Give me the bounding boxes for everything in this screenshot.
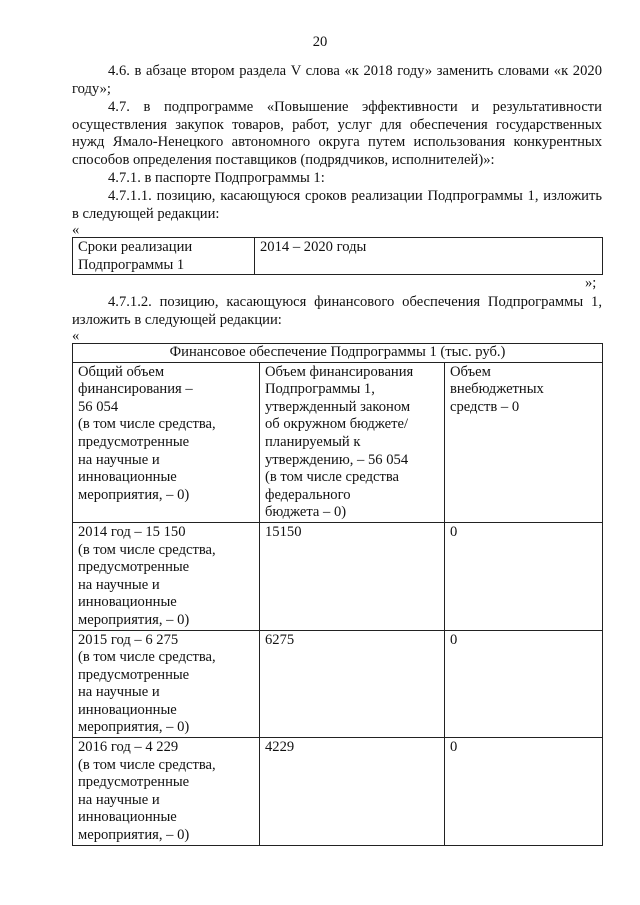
header-extrabudget-line: Объем — [450, 363, 491, 380]
year-total-line: мероприятия, – 0) — [78, 719, 190, 736]
term-value-cell: 2014 – 2020 годы — [255, 238, 603, 275]
financing-table — [72, 343, 603, 846]
header-total-line: предусмотренные — [78, 433, 190, 450]
paragraph-4-7: 4.7. в подпрограмме «Повышение эффективности и результативности осуществления закупок товаров, работ, услуг для обеспечения государственных нужд Ямало-Ненецкого автономного округа путем использования конкурентных способов определения поставщиков (подрядчиков, исполнителей)»: — [72, 99, 602, 168]
header-budget-line: об окружном бюджете/ — [265, 416, 409, 433]
header-budget-line: утверждению, – 56 054 — [265, 451, 409, 468]
header-total-line: Общий объем — [78, 363, 165, 380]
close-quote: »; — [585, 275, 597, 291]
header-budget-line: планируемый к — [265, 433, 361, 450]
term-label-cell — [73, 238, 255, 275]
year-extrabudget-cell: 0 — [445, 738, 603, 846]
financing-year-row — [73, 630, 603, 738]
financing-year-row — [73, 738, 603, 846]
header-extrabudget-cell — [445, 362, 603, 522]
term-label-line: Сроки реализации — [78, 239, 193, 255]
header-total-line: финансирования – — [78, 381, 193, 398]
paragraph-4-6: 4.6. в абзаце втором раздела V слова «к 2018 году» заменить словами «к 2020 году»; — [72, 63, 602, 97]
year-total-line: 2014 год – 15 150 — [78, 523, 186, 540]
header-budget-line: бюджета – 0) — [265, 504, 347, 521]
year-total-cell — [73, 738, 260, 846]
header-extrabudget-line: средств – 0 — [450, 398, 520, 415]
financing-caption-row — [73, 344, 603, 363]
open-quote: « — [72, 222, 80, 238]
year-total-line: (в том числе средства, — [78, 541, 216, 558]
term-row — [73, 238, 603, 275]
header-total-line: мероприятия, – 0) — [78, 486, 190, 503]
header-total-line: 56 054 — [78, 398, 119, 415]
year-total-line: мероприятия, – 0) — [78, 827, 190, 844]
header-total-cell — [73, 362, 260, 522]
header-extrabudget-line: внебюджетных — [450, 381, 544, 398]
year-budget-cell: 6275 — [260, 630, 445, 738]
header-budget-line: (в том числе средства — [265, 469, 400, 486]
year-total-cell — [73, 630, 260, 738]
year-total-line: (в том числе средства, — [78, 756, 216, 773]
year-total-line: предусмотренные — [78, 774, 190, 791]
paragraph-4-7-1-2: 4.7.1.2. позицию, касающуюся финансового обеспечения Подпрограммы 1, изложить в следующей редакции: — [72, 294, 602, 328]
open-quote-2: « — [72, 328, 80, 344]
header-budget-line: Объем финансирования — [265, 363, 414, 380]
header-total-line: инновационные — [78, 469, 177, 486]
year-extrabudget-cell: 0 — [445, 522, 603, 630]
header-budget-cell — [260, 362, 445, 522]
year-budget-cell: 15150 — [260, 522, 445, 630]
header-total-line: (в том числе средства, — [78, 416, 216, 433]
year-total-line: на научные и — [78, 576, 160, 593]
header-budget-line: Подпрограммы 1, — [265, 381, 375, 398]
year-total-line: мероприятия, – 0) — [78, 611, 190, 628]
header-budget-line: федерального — [265, 486, 351, 503]
term-table — [72, 237, 603, 275]
year-total-line: 2016 год – 4 229 — [78, 739, 179, 756]
year-total-line: инновационные — [78, 701, 177, 718]
year-budget-cell: 4229 — [260, 738, 445, 846]
year-total-cell — [73, 522, 260, 630]
term-label-line: Подпрограммы 1 — [78, 256, 185, 273]
year-total-line: инновационные — [78, 594, 177, 611]
year-total-line: 2015 год – 6 275 — [78, 631, 179, 648]
paragraph-4-7-1: 4.7.1. в паспорте Подпрограммы 1: — [108, 170, 325, 186]
financing-year-row — [73, 522, 603, 630]
page-number: 20 — [312, 34, 328, 50]
header-budget-line: утвержденный законом — [265, 398, 411, 415]
year-extrabudget-cell: 0 — [445, 630, 603, 738]
paragraph-4-7-1-1: 4.7.1.1. позицию, касающуюся сроков реализации Подпрограммы 1, изложить в следующей редакции: — [72, 188, 602, 222]
header-total-line: на научные и — [78, 451, 160, 468]
year-total-line: инновационные — [78, 809, 177, 826]
year-total-line: предусмотренные — [78, 559, 190, 576]
year-total-line: предусмотренные — [78, 666, 190, 683]
year-total-line: (в том числе средства, — [78, 649, 216, 666]
year-total-line: на научные и — [78, 791, 160, 808]
financing-header-row — [73, 362, 603, 522]
financing-caption: Финансовое обеспечение Подпрограммы 1 (тыс. руб.) — [73, 344, 603, 363]
year-total-line: на научные и — [78, 684, 160, 701]
